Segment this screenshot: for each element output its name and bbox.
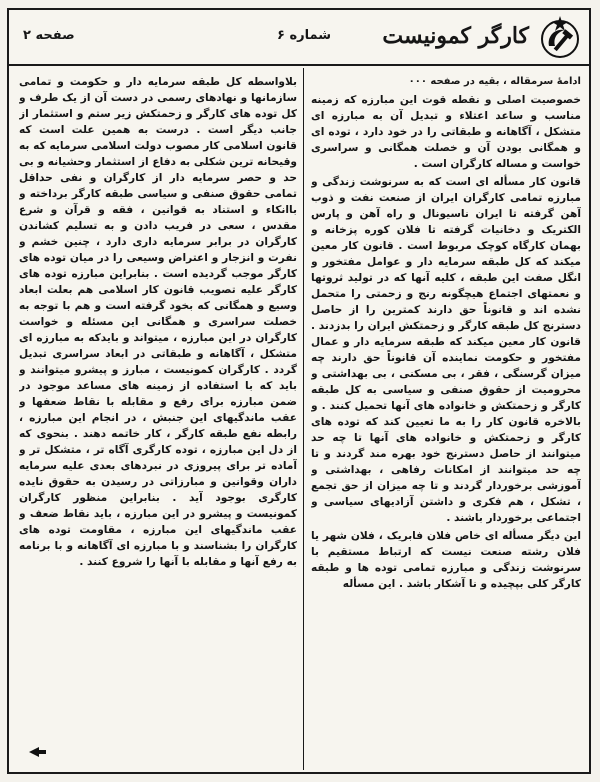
- paper-title: کارگر کمونیست: [382, 23, 529, 49]
- issue-number: شماره ۶: [276, 28, 331, 43]
- page-number: صفحه ۲: [23, 28, 75, 43]
- article-column-left: [19, 74, 297, 764]
- column-divider: [303, 68, 304, 770]
- paragraph: خصوصیت اصلی و نقطه قوت این مبارزه که زمینه مناسب و ساعد اعتلاء و تبدیل آن به مبارزه ای متشکل ، آگاهانه و طبقاتی را در خود دارد ، توده ای و همگانی بودن آن و خصلت همگانی و سراسری خواست و مساله کارگران است .: [311, 94, 581, 170]
- article-column-right: [311, 74, 581, 764]
- end-arrow-icon: [27, 746, 47, 758]
- paragraph: قانون کار مسأله ای است که به سرنوشت زندگی و مبارزه تمامی کارگران ایران از صنعت نفت و ذوب آهن گرفته تا ایران ناسیونال و راه آهن و پارس الکتریک و دخانیات گرفته تا فلان کوره پزخانه و بهمان کارگاه کوچک مربوط است . قانون کار معین میکند که کل طبقه سرمایه دار و عوامل مفتخور و انگل صفت این طبقه ، کلیه آنها که در تولید ثروتها و نعمتهای اجتماع هیچگونه رنج و زحمتی را متحمل نشده اند و قانوناً حق دارند کمترین را از حاصل دسترنج کل طبقه کارگر و زحمتکش ایران را بدزدند . قانون کار معین میکند که طبقه سرمایه دار و عمال مفتخور و حکومت نماینده آن قانوناً حق دارند چه میزان گرسنگی ، فقر ، بی مسکنی ، بی بهداشتی و محرومیت از حقوق صنفی و سیاسی به کل طبقه کارگر و زحمتکش و خانواده های آنها تحمیل کنند . و بالاخره قانون کار را به ما تعیین کند که توده های کارگر و زحمتکش و خانواده های آنها تا چه حد میتوانند از حاصل دسترنج خود بهره مند گردند و تا چه حد میتوانند از امکانات رفاهی ، بهداشتی و آموزشی برخوردار گردند و تا چه میزان از حق تجمع ، تشکل ، هم فکری و داشتن آزادیهای سیاسی و اجتماعی برخوردار باشند .: [311, 176, 581, 524]
- paragraph: این دیگر مسأله ای خاص فلان فابریک ، فلان شهر یا فلان رشته صنعت نیست که ارتباط مستقیم با سرنوشت زندگی و مبارزه تمامی توده ها و طبقه کارگر کلی بپچیده و نا آشکار باشد . این مسأله: [311, 530, 581, 590]
- masthead: [9, 10, 589, 66]
- paragraph: بلاواسطه کل طبقه سرمایه دار و حکومت و تمامی سازمانها و نهادهای رسمی در دست آن از یک طرف و کل توده های کارگر و زحمتکش زیر ستم و استثمار از جانب دیگر است . درست به همین علت است که قانون اسلامی کار مصوب دولت اسلامی سرمایه که به وقیحانه ترین شکلی به دفاع از استثمار وحشیانه و بی حد و حصر سرمایه دار از کارگران و نفی حداقل تمامی حقوق صنفی و سیاسی طبقه کارگر برداخته و باانکاء و استناد به قوانین ، فقه و قرآن و شرع مقدس ، سعی در فریب دادن و به تسلیم کشاندن کارگران در برابر سرمایه داری دارد ، چنین خشم و نفرت و انزجار و اعتراض وسیعی را در میان توده های کارگر موجب گردیده است . بنابراین مبارزه توده های کارگر علیه تصویب قانون کار اسلامی هم بعلت ابعاد وسیع و همگانی که بخود گرفته است و هم با توجه به خصلت سراسری و همگانی این مسئله و خواست کارگران در این مبارزه ، میتواند و بایدکه به مبارزه ای متشکل ، آگاهانه و طبقاتی در ابعاد سراسری تبدیل گردد . کارگران کمونیست ، مبارز و پیشرو میتوانند و باید که با استفاده از زمینه های مساعد موجود در ضمن مبارزه برای رفع و مقابله با نقاط ضعفها و عقب ماندگیهای این جنبش ، در انجام این مبارزه ، رابطه نفع طبقه کارگر ، کار خاتمه دهند . بنحوی که از دل این مبارزه ، توده کارگری آگاه تر ، متشکل تر و آماده تر برای پیروزی در نبردهای بعدی علیه سرمایه داران وقوانین و مبارزاتی در رسیدن به حقوق نایده کارگری بوجود آید . بنابراین منظور کارگران کمونیست و پیشرو در این مبارزه ، باید نقاط ضعف و عقب ماندگیهای این مبارزه ، مقاومت توده های کارگران را بشناسند و با مبارزه ای آگاهانه و با برنامه به رفع آنها و مقابله با آنها را شروع کنند .: [19, 76, 297, 568]
- continued-heading: ادامۀ سرمقاله ، بقیه در صفحه ۰۰۰: [408, 76, 581, 87]
- hammer-sickle-star-icon: [537, 14, 583, 60]
- newspaper-page: [7, 8, 591, 774]
